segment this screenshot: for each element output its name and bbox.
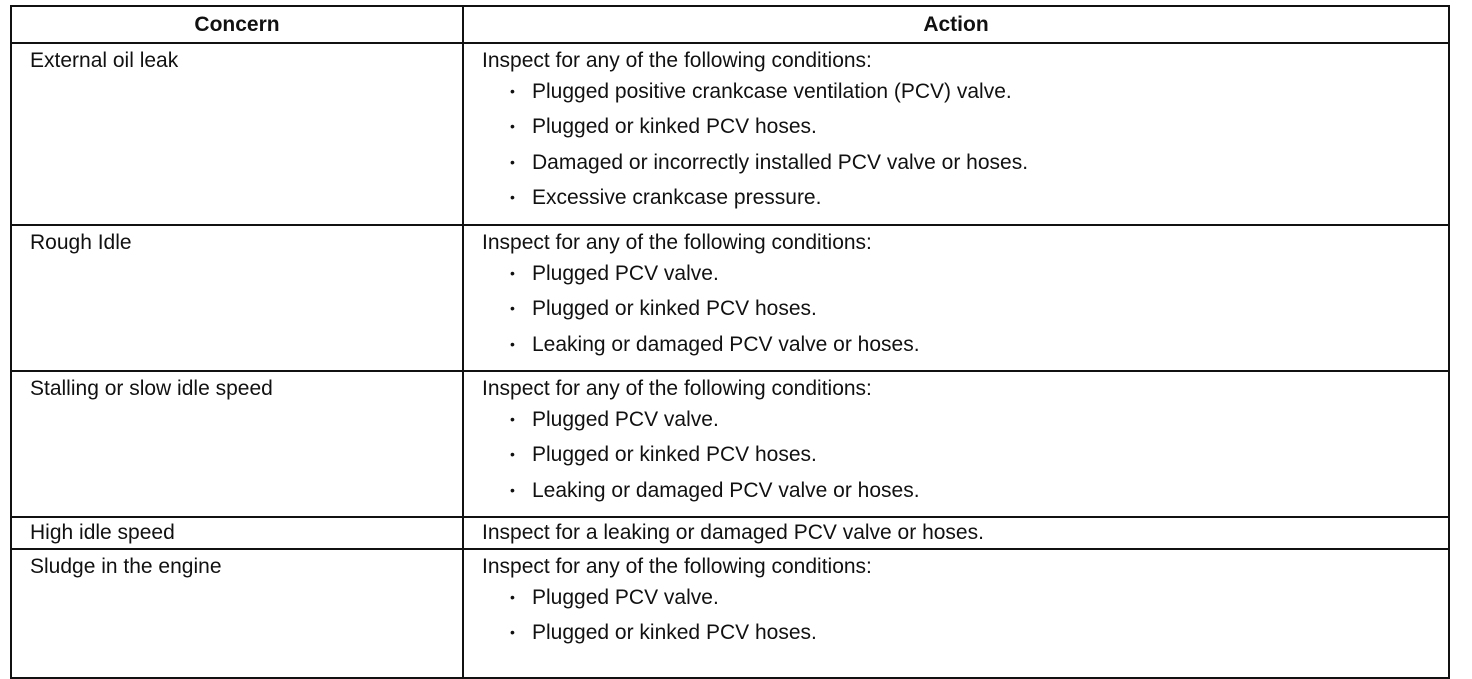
action-cell [463, 43, 1449, 225]
list-item [482, 180, 1440, 215]
list-item [482, 473, 1440, 508]
table-row [11, 43, 1449, 225]
action-lead-text: Inspect for any of the following conditions: [482, 49, 872, 72]
concern-cell: High idle speed [11, 517, 463, 549]
action-lead-text: Inspect for a leaking or damaged PCV valve or hoses. [482, 521, 984, 544]
bullet-icon: • [510, 265, 515, 281]
action-cell [463, 371, 1449, 517]
list-item-text: Plugged PCV valve. [532, 408, 719, 431]
table-row [11, 549, 1449, 678]
list-item [482, 109, 1440, 144]
list-item-text: Plugged or kinked PCV hoses. [532, 621, 817, 645]
list-item-text: Excessive crankcase pressure. [532, 185, 822, 209]
bullet-icon: • [510, 118, 515, 135]
bullet-icon: • [510, 446, 515, 463]
list-item-text: Plugged PCV valve. [532, 586, 719, 609]
bullet-icon: • [510, 188, 515, 205]
action-cell [463, 549, 1449, 678]
concern-cell: Sludge in the engine [11, 549, 463, 678]
action-cell [463, 517, 1449, 549]
condition-list [482, 580, 1440, 651]
action-cell [463, 225, 1449, 371]
condition-list [482, 74, 1440, 215]
bullet-icon: • [510, 411, 515, 427]
bullet-icon: • [510, 335, 515, 352]
action-lead-text: Inspect for any of the following conditions: [482, 377, 872, 400]
bullet-icon: • [510, 153, 515, 170]
concern-cell: Rough Idle [11, 225, 463, 371]
list-item [482, 145, 1440, 180]
header-row [11, 6, 1449, 43]
table-row [11, 225, 1449, 371]
list-item-text: Plugged PCV valve. [532, 262, 719, 285]
concern-cell: Stalling or slow idle speed [11, 371, 463, 517]
list-item [482, 615, 1440, 650]
list-item-text: Plugged positive crankcase ventilation (PCV) valve. [532, 80, 1012, 103]
condition-list [482, 256, 1440, 362]
list-item-text: Plugged or kinked PCV hoses. [532, 297, 817, 321]
bullet-icon: • [510, 83, 515, 99]
action-lead-text: Inspect for any of the following conditions: [482, 555, 872, 578]
concern-column-header: Concern [11, 6, 463, 43]
list-item-text: Plugged or kinked PCV hoses. [532, 443, 817, 467]
list-item [482, 256, 1440, 291]
condition-list [482, 402, 1440, 508]
list-item-text: Damaged or incorrectly installed PCV valve or hoses. [532, 150, 1029, 174]
pcv-diagnosis-table [10, 5, 1450, 679]
concern-cell: External oil leak [11, 43, 463, 225]
list-item [482, 402, 1440, 437]
action-column-header: Action [463, 6, 1449, 43]
bullet-icon: • [510, 624, 515, 641]
bullet-icon: • [510, 300, 515, 317]
bullet-icon: • [510, 481, 515, 498]
table-row [11, 371, 1449, 517]
list-item [482, 74, 1440, 109]
action-lead-text: Inspect for any of the following conditions: [482, 231, 872, 254]
list-item [482, 437, 1440, 472]
list-item [482, 580, 1440, 615]
bullet-icon: • [510, 589, 515, 605]
list-item-text: Plugged or kinked PCV hoses. [532, 115, 817, 139]
list-item [482, 291, 1440, 326]
list-item-text: Leaking or damaged PCV valve or hoses. [532, 332, 920, 356]
list-item [482, 327, 1440, 362]
table-row [11, 517, 1449, 549]
list-item-text: Leaking or damaged PCV valve or hoses. [532, 478, 920, 502]
